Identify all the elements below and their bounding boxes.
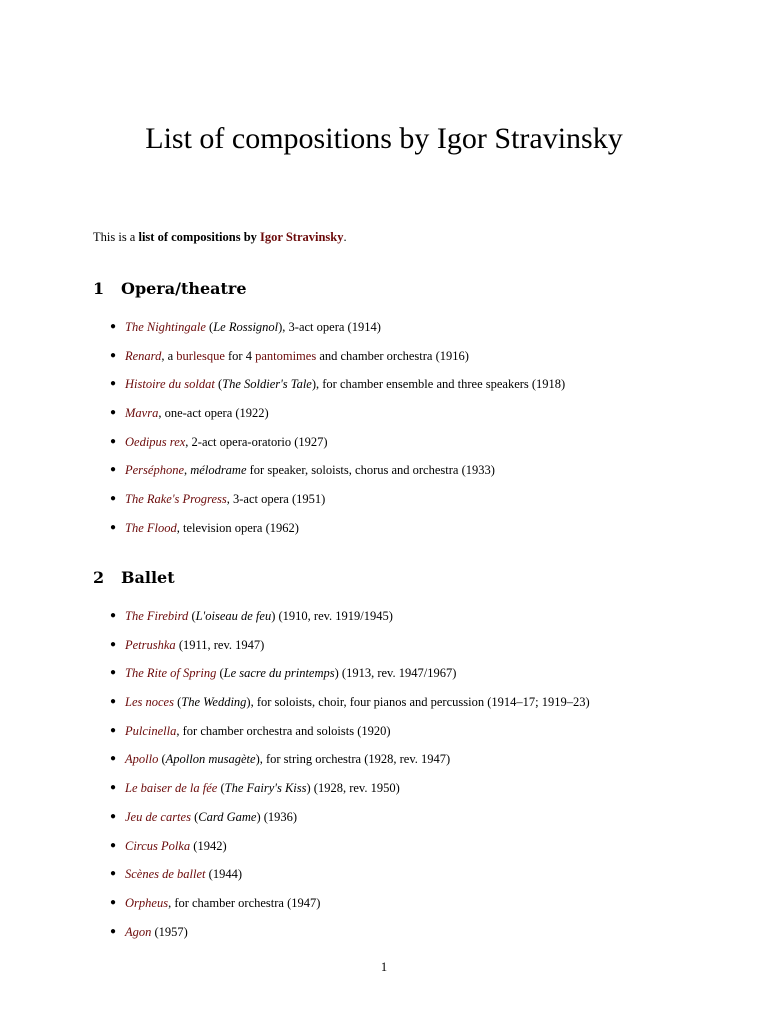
work-link[interactable]: Pulcinella	[125, 723, 177, 738]
list-item	[110, 491, 565, 520]
item-text: ) (1913, rev. 1947/1967)	[334, 666, 457, 681]
work-link[interactable]: pantomimes	[255, 348, 317, 363]
item-text: (1957)	[151, 924, 188, 939]
bullet-icon: ●	[110, 349, 117, 361]
work-link[interactable]: Histoire du soldat	[125, 377, 215, 392]
item-text: (	[173, 695, 182, 710]
item-text: (	[217, 781, 225, 796]
item-text: (	[205, 320, 214, 334]
list-item	[110, 866, 590, 895]
work-link[interactable]: Orpheus	[125, 895, 169, 910]
item-text: ), for chamber ensemble and three speakers (1918)	[311, 377, 566, 392]
item-text: ,	[184, 463, 191, 478]
section-title: Ballet	[121, 568, 175, 587]
bullet-icon: ●	[110, 753, 117, 765]
work-link[interactable]: Perséphone	[125, 463, 185, 478]
item-text: , 3-act opera (1951)	[226, 492, 326, 507]
item-text: , 2-act opera-oratorio (1927)	[185, 434, 328, 449]
bullet-icon: ●	[110, 667, 117, 679]
section-title: Opera/theatre	[121, 279, 247, 298]
ballet-list	[110, 608, 590, 952]
list-item	[110, 809, 590, 838]
item-text: and chamber orchestra (1916)	[316, 348, 469, 363]
list-item	[110, 434, 565, 463]
item-text: ) (1928, rev. 1950)	[306, 781, 400, 796]
section-heading-ballet	[93, 568, 175, 587]
list-item	[110, 694, 590, 723]
item-text: (	[188, 609, 196, 623]
work-link[interactable]: Jeu de cartes	[125, 809, 191, 824]
intro-prefix: This is a	[93, 230, 139, 244]
opera-list	[110, 319, 565, 549]
list-item	[110, 780, 590, 809]
item-text: (1944)	[205, 867, 242, 882]
list-item	[110, 637, 590, 666]
work-link[interactable]: The Nightingale	[125, 320, 206, 334]
item-text: ), for soloists, choir, four pianos and percussion (1914–17; 1919–23)	[246, 695, 590, 710]
bullet-icon: ●	[110, 521, 117, 533]
item-text: ), for string orchestra (1928, rev. 1947)	[255, 752, 451, 767]
item-text: , for chamber orchestra and soloists (1920)	[176, 723, 391, 738]
item-text: ) (1910, rev. 1919/1945)	[271, 609, 393, 623]
work-link[interactable]: Scènes de ballet	[125, 867, 206, 882]
item-text: , television opera (1962)	[176, 520, 299, 535]
item-text: for 4	[224, 348, 256, 363]
item-text: , for chamber orchestra (1947)	[168, 895, 321, 910]
work-link[interactable]: The Firebird	[125, 609, 189, 623]
bullet-icon: ●	[110, 464, 117, 476]
work-link[interactable]: The Rite of Spring	[125, 666, 217, 681]
work-link[interactable]: Oedipus rex	[125, 434, 186, 449]
intro-suffix: .	[343, 230, 347, 244]
item-text: Le Rossignol	[213, 320, 279, 334]
work-link[interactable]: Mavra	[125, 406, 159, 421]
work-link[interactable]: The Rake's Progress	[125, 492, 227, 507]
list-item	[110, 348, 565, 377]
item-text: , one-act opera (1922)	[158, 406, 269, 421]
list-item	[110, 608, 590, 637]
page-number: 1	[380, 960, 388, 974]
section-number: 1	[93, 279, 105, 298]
item-text: (	[190, 809, 199, 824]
item-text: (	[158, 752, 166, 767]
bullet-icon: ●	[110, 610, 117, 621]
work-link[interactable]: Petrushka	[125, 637, 176, 652]
item-text: The Wedding	[181, 695, 247, 710]
section-heading-opera	[93, 279, 247, 298]
list-item	[110, 924, 590, 953]
bullet-icon: ●	[110, 493, 117, 505]
bullet-icon: ●	[110, 638, 117, 650]
bullet-icon: ●	[110, 696, 117, 708]
work-link[interactable]: The Flood	[125, 520, 177, 535]
work-link[interactable]: Le baiser de la fée	[125, 781, 218, 796]
bullet-icon: ●	[110, 782, 117, 794]
item-text: L'oiseau de feu	[195, 609, 272, 623]
item-text: Le sacre du printemps	[223, 666, 335, 681]
item-text: ), 3-act opera (1914)	[278, 320, 381, 334]
item-text: Card Game	[198, 809, 257, 824]
work-link[interactable]: burlesque	[176, 348, 225, 363]
bullet-icon: ●	[110, 407, 117, 419]
bullet-icon: ●	[110, 378, 117, 390]
item-text: ) (1936)	[256, 809, 298, 824]
list-item	[110, 462, 565, 491]
work-link[interactable]: Apollo	[125, 752, 159, 767]
bullet-icon: ●	[110, 810, 117, 822]
bullet-icon: ●	[110, 868, 117, 880]
list-item	[110, 838, 590, 867]
item-text: , a	[161, 348, 177, 363]
bullet-icon: ●	[110, 839, 117, 851]
intro-paragraph	[93, 230, 347, 245]
bullet-icon: ●	[110, 321, 117, 332]
list-item	[110, 376, 565, 405]
item-text: The Fairy's Kiss	[224, 781, 307, 796]
item-text: (1911, rev. 1947)	[175, 637, 265, 652]
list-item	[110, 665, 590, 694]
bullet-icon: ●	[110, 896, 117, 908]
item-text: mélodrame	[190, 463, 247, 478]
igor-stravinsky-link[interactable]: Igor Stravinsky	[260, 230, 344, 244]
section-number: 2	[93, 568, 105, 587]
list-item	[110, 723, 590, 752]
list-item	[110, 751, 590, 780]
item-text: (1942)	[190, 838, 227, 853]
work-link[interactable]: Les noces	[125, 695, 174, 710]
list-item	[110, 520, 565, 549]
item-text: (	[214, 377, 223, 392]
list-item	[110, 405, 565, 434]
work-link[interactable]: Agon	[125, 924, 152, 939]
work-link[interactable]: Circus Polka	[125, 838, 191, 853]
intro-bold: list of compositions by	[138, 230, 261, 244]
bullet-icon: ●	[110, 925, 117, 937]
bullet-icon: ●	[110, 724, 117, 736]
work-link[interactable]: Renard	[125, 348, 162, 363]
list-item	[110, 895, 590, 924]
item-text: (	[216, 666, 224, 681]
item-text: for speaker, soloists, chorus and orchestra (1933)	[246, 463, 495, 478]
bullet-icon: ●	[110, 435, 117, 447]
page-title: List of compositions by Igor Stravinsky	[145, 122, 623, 155]
item-text: The Soldier's Tale	[222, 377, 312, 392]
list-item	[110, 319, 565, 348]
item-text: Apollon musagète	[165, 752, 256, 767]
